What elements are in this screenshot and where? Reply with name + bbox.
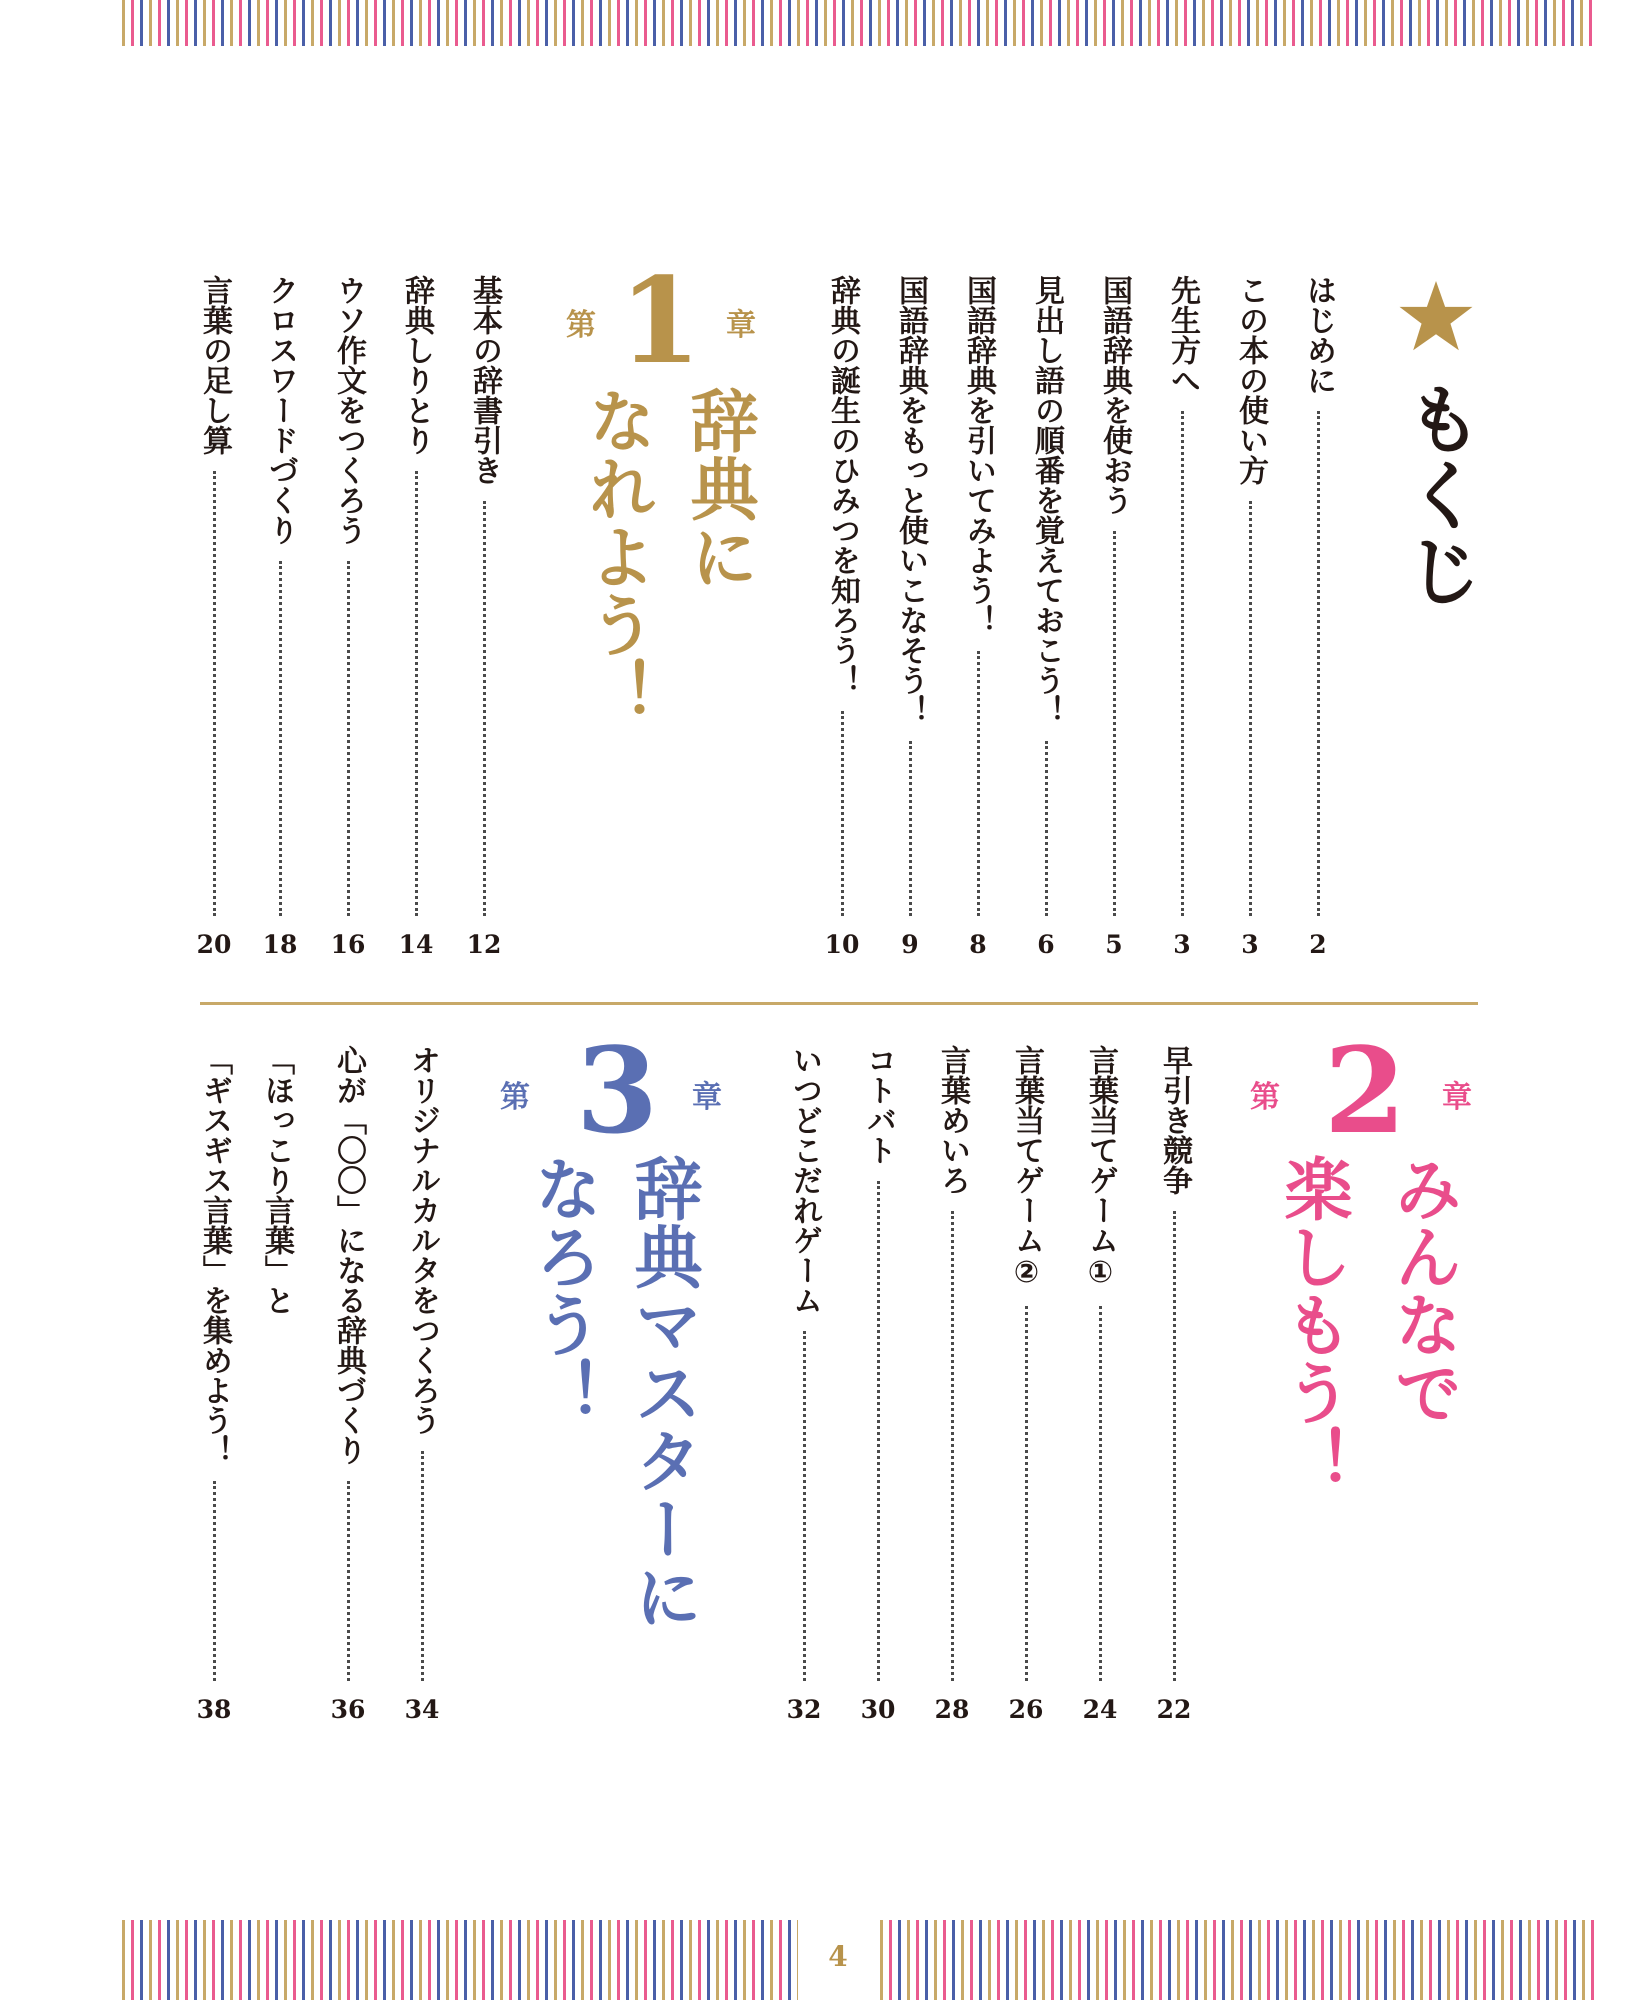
- chapter2-numeral: 2: [1323, 1021, 1407, 1160]
- chapter1-dai-label: 第: [566, 308, 596, 343]
- dot-leader: [909, 741, 912, 916]
- toc-entry-title: 辞典の誕生のひみつを知ろう！: [825, 275, 860, 695]
- chapter1-sho-label: 章: [726, 308, 756, 343]
- toc-entry-page: 26: [1008, 1695, 1044, 1724]
- toc-entry[interactable]: [1078, 1045, 1122, 1725]
- toc-entry[interactable]: [1004, 1045, 1048, 1725]
- toc-entry-page: 38: [196, 1695, 232, 1724]
- toc-entry-title: オリジナルカルタをつくろう: [405, 1045, 440, 1435]
- dot-leader: [841, 711, 844, 916]
- toc-entry-page: 20: [196, 930, 232, 959]
- toc-entry-title: 基本の辞書引き: [467, 275, 502, 485]
- chapter3-numeral: 3: [575, 1021, 659, 1160]
- toc-entry-title: 辞典しりとり: [399, 275, 434, 455]
- chapter3-sho-label: 章: [692, 1080, 722, 1115]
- toc-entry[interactable]: [930, 1045, 974, 1725]
- bottom-stripe-border-right: [880, 1920, 1594, 2000]
- toc-entry-title: 国語辞典を使おう: [1097, 275, 1132, 515]
- toc-entry[interactable]: [820, 275, 864, 960]
- section-divider: [200, 1002, 1478, 1005]
- toc-entry-page: 18: [262, 930, 298, 959]
- toc-entry-title: 「ギスギス言葉」を集めよう！: [197, 1045, 232, 1465]
- dot-leader: [1025, 1306, 1028, 1681]
- dot-leader: [421, 1451, 424, 1681]
- dot-leader: [213, 1481, 216, 1681]
- dot-leader: [213, 471, 216, 916]
- dot-leader: [1113, 531, 1116, 916]
- chapter1-title-line: 辞典に: [679, 386, 758, 590]
- toc-entry-title: 言葉の足し算: [197, 275, 232, 455]
- toc-entry-title: 言葉めいろ: [935, 1045, 970, 1195]
- toc-entry-title: いつどこだれゲーム: [787, 1045, 822, 1315]
- chapter2-title-line: みんなで: [1383, 1154, 1462, 1426]
- toc-entry-page: 10: [824, 930, 860, 959]
- toc-entry[interactable]: [254, 1045, 298, 1725]
- toc-entry-title: 国語辞典を引いてみよう！: [961, 275, 996, 635]
- dot-leader: [1173, 1211, 1176, 1681]
- toc-entry[interactable]: [956, 275, 1000, 960]
- toc-entry-page: 2: [1309, 930, 1327, 959]
- toc-entry-page: 22: [1156, 1695, 1192, 1724]
- dot-leader: [977, 651, 980, 916]
- chapter3-title-line: 辞典マスターに: [623, 1154, 702, 1630]
- dot-leader: [1249, 501, 1252, 916]
- toc-entry-title: 心が「〇〇」になる辞典づくり: [331, 1045, 366, 1465]
- toc-entry[interactable]: [326, 275, 370, 960]
- toc-entry[interactable]: [888, 275, 932, 960]
- dot-leader: [347, 1481, 350, 1681]
- toc-entry-page: 6: [1037, 930, 1055, 959]
- toc-entry[interactable]: [462, 275, 506, 960]
- chapter2-sho-label: 章: [1442, 1080, 1472, 1115]
- toc-entry-page: 3: [1173, 930, 1191, 959]
- dot-leader: [1099, 1306, 1102, 1681]
- toc-entry[interactable]: [1092, 275, 1136, 960]
- toc-entry[interactable]: [400, 1045, 444, 1725]
- toc-entry-title: 見出し語の順番を覚えておこう！: [1029, 275, 1064, 725]
- toc-entry-page: 30: [860, 1695, 896, 1724]
- dot-leader: [1181, 411, 1184, 916]
- chapter1-numeral: 1: [618, 251, 702, 390]
- toc-entry-page: 36: [330, 1695, 366, 1724]
- chapter3-dai-label: 第: [500, 1080, 530, 1115]
- dot-leader: [1317, 411, 1320, 916]
- toc-entry-page: 3: [1241, 930, 1259, 959]
- dot-leader: [803, 1331, 806, 1681]
- toc-entry[interactable]: [326, 1045, 370, 1725]
- toc-entry-title: 「ほっこり言葉」と: [259, 1045, 294, 1315]
- toc-entry-page: 32: [786, 1695, 822, 1724]
- dot-leader: [279, 561, 282, 916]
- toc-entry-page: 24: [1082, 1695, 1118, 1724]
- toc-entry-title: はじめに: [1301, 275, 1336, 395]
- dot-leader: [415, 471, 418, 916]
- star-icon: [1398, 278, 1474, 354]
- toc-entry-page: 12: [466, 930, 502, 959]
- top-stripe-border: [122, 0, 1594, 46]
- toc-entry[interactable]: [1296, 275, 1340, 960]
- toc-entry-page: 8: [969, 930, 987, 959]
- chapter1-title-line: なれよう！: [577, 386, 656, 726]
- toc-entry[interactable]: [1024, 275, 1068, 960]
- toc-entry-title: ウソ作文をつくろう: [331, 275, 366, 545]
- toc-entry[interactable]: [1160, 275, 1204, 960]
- chapter2-dai-label: 第: [1250, 1080, 1280, 1115]
- toc-entry[interactable]: [394, 275, 438, 960]
- bottom-stripe-border-left: [122, 1920, 798, 2000]
- chapter2-title-line: 楽しもう！: [1273, 1154, 1352, 1494]
- toc-entry[interactable]: [782, 1045, 826, 1725]
- toc-entry[interactable]: [856, 1045, 900, 1725]
- toc-entry-title: この本の使い方: [1233, 275, 1268, 485]
- toc-entry-title: 早引き競争: [1157, 1045, 1192, 1195]
- toc-entry[interactable]: [1152, 1045, 1196, 1725]
- toc-entry-title: 言葉当てゲーム②: [1009, 1045, 1044, 1290]
- toc-entry-title: 言葉当てゲーム①: [1083, 1045, 1118, 1290]
- toc-entry-page: 16: [330, 930, 366, 959]
- toc-entry-title: クロスワードづくり: [263, 275, 298, 545]
- toc-entry-title: 先生方へ: [1165, 275, 1200, 395]
- dot-leader: [1045, 741, 1048, 916]
- dot-leader: [951, 1211, 954, 1681]
- toc-entry[interactable]: [192, 1045, 236, 1725]
- dot-leader: [483, 501, 486, 916]
- page-title: もくじ: [1394, 380, 1483, 608]
- toc-entry-page: 5: [1105, 930, 1123, 959]
- toc-entry-title: 国語辞典をもっと使いこなそう！: [893, 275, 928, 725]
- toc-entry-page: 14: [398, 930, 434, 959]
- toc-entry-page: 34: [404, 1695, 440, 1724]
- toc-entry[interactable]: [258, 275, 302, 960]
- toc-entry-page: 9: [901, 930, 919, 959]
- toc-entry-title: コトバト: [861, 1045, 896, 1165]
- chapter3-title-line: なろう！: [523, 1154, 602, 1426]
- dot-leader: [877, 1181, 880, 1681]
- toc-entry[interactable]: [192, 275, 236, 960]
- toc-entry[interactable]: [1228, 275, 1272, 960]
- page-number: 4: [828, 1940, 848, 1973]
- toc-entry-page: 28: [934, 1695, 970, 1724]
- dot-leader: [347, 561, 350, 916]
